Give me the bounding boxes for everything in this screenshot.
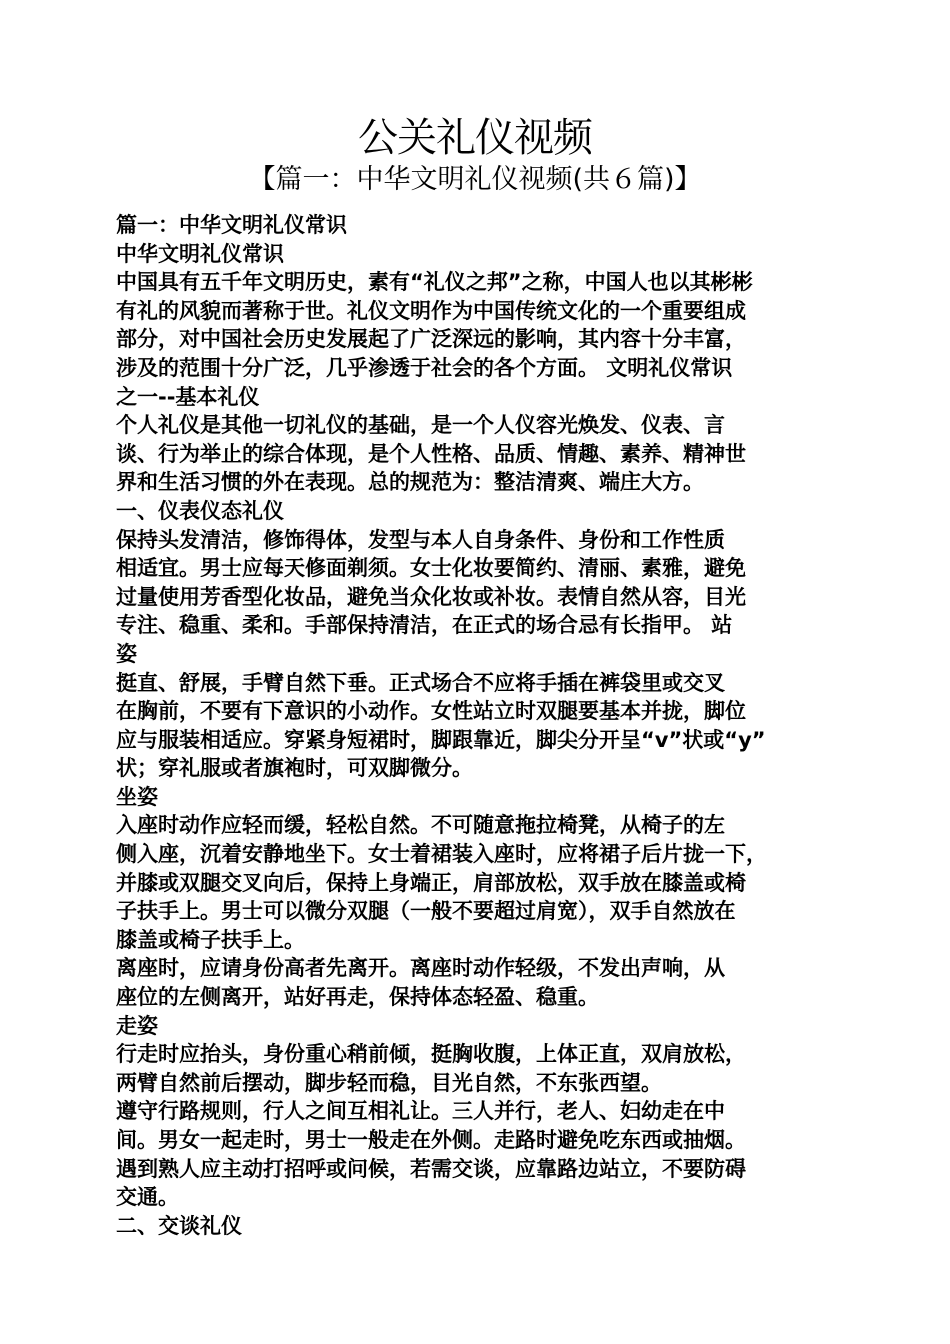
- body-text-line: 遵守行路规则，行人之间互相礼让。三人并行，老人、妇幼走在中: [116, 1099, 725, 1124]
- body-text-line: 行走时应抬头，身份重心稍前倾，挺胸收腹，上体正直，双肩放松，: [116, 1042, 746, 1067]
- body-text-line: 走姿: [116, 1013, 158, 1038]
- document-body: [116, 211, 846, 1240]
- document-title: 公关礼仪视频: [358, 115, 592, 161]
- body-text-line: 二、交谈礼仪: [116, 1213, 242, 1238]
- body-text-line: 姿: [116, 641, 137, 666]
- body-text-line: 离座时，应请身份高者先离开。离座时动作轻级，不发出声响，从: [116, 956, 725, 981]
- document-subtitle: 【篇一：中华文明礼仪视频(共６篇)】: [248, 164, 702, 195]
- body-text-line: 之一--基本礼仪: [116, 384, 260, 409]
- body-text-line: 侧入座，沉着安静地坐下。女士着裙装入座时，应将裙子后片拢一下，: [116, 842, 767, 867]
- body-text-line: 界和生活习惯的外在表现。总的规范为：整洁清爽、端庄大方。: [116, 470, 704, 495]
- body-text-line: 膝盖或椅子扶手上。: [116, 927, 305, 952]
- body-text-line: 部分，对中国社会历史发展起了广泛深远的影响，其内容十分丰富，: [116, 327, 746, 352]
- body-text-line: 并膝或双腿交叉向后，保持上身端正，肩部放松，双手放在膝盖或椅: [116, 870, 746, 895]
- body-text-line: 间。男女一起走时，男士一般走在外侧。走路时避免吃东西或抽烟。: [116, 1128, 746, 1152]
- body-text-line: 坐姿: [116, 784, 158, 809]
- body-text-line: 座位的左侧离开，站好再走，保持体态轻盈、稳重。: [116, 985, 599, 1010]
- body-text-line: 遇到熟人应主动打招呼或问候，若需交谈，应靠路边站立，不要防碍: [116, 1156, 746, 1181]
- body-text-line: 过量使用芳香型化妆品，避免当众化妆或补妆。表情自然从容，目光: [116, 584, 746, 609]
- body-text-line: 相适宜。男士应每天修面剃须。女士化妆要简约、清丽、素雅，避免: [116, 556, 746, 581]
- body-text-line: 应与服装相适应。穿紧身短裙时，脚跟靠近，脚尖分开呈“v”状或“y”: [116, 727, 766, 752]
- body-text-line: 交通。: [116, 1185, 179, 1210]
- body-text-line: 专注、稳重、柔和。手部保持清洁，在正式的场合忌有长指甲。 站: [116, 613, 733, 638]
- body-text-line: 中华文明礼仪常识: [116, 241, 284, 266]
- body-text-line: 中国具有五千年文明历史，素有“礼仪之邦”之称，中国人也以其彬彬: [116, 270, 753, 295]
- body-text-line: 涉及的范围十分广泛，几乎渗透于社会的各个方面。 文明礼仪常识: [116, 355, 733, 380]
- body-text-line: 一、仪表仪态礼仪: [116, 498, 284, 523]
- body-text-line: 子扶手上。男士可以微分双腿（一般不要超过肩宽），双手自然放在: [116, 899, 736, 924]
- body-text-line: 保持头发清洁，修饰得体，发型与本人自身条件、身份和工作性质: [116, 527, 725, 552]
- body-text-line: 入座时动作应轻而缓，轻松自然。不可随意拖拉椅凳，从椅子的左: [116, 813, 725, 838]
- body-text-line: 状；穿礼服或者旗袍时，可双脚微分。: [116, 756, 473, 781]
- body-text-line: 有礼的风貌而著称于世。礼仪文明作为中国传统文化的一个重要组成: [116, 298, 746, 323]
- body-text-line: 挺直、舒展，手臂自然下垂。正式场合不应将手插在裤袋里或交叉: [116, 670, 725, 695]
- body-text-line: 谈、行为举止的综合体现，是个人性格、品质、情趣、素养、精神世: [116, 441, 746, 466]
- body-text-line: 在胸前，不要有下意识的小动作。女性站立时双腿要基本并拢，脚位: [116, 699, 746, 724]
- body-text-line: 篇一：中华文明礼仪常识: [116, 213, 347, 237]
- body-text-line: 个人礼仪是其他一切礼仪的基础，是一个人仪容光焕发、仪表、言: [116, 413, 725, 438]
- body-text-line: 两臂自然前后摆动，脚步轻而稳，目光自然，不东张西望。: [116, 1070, 662, 1095]
